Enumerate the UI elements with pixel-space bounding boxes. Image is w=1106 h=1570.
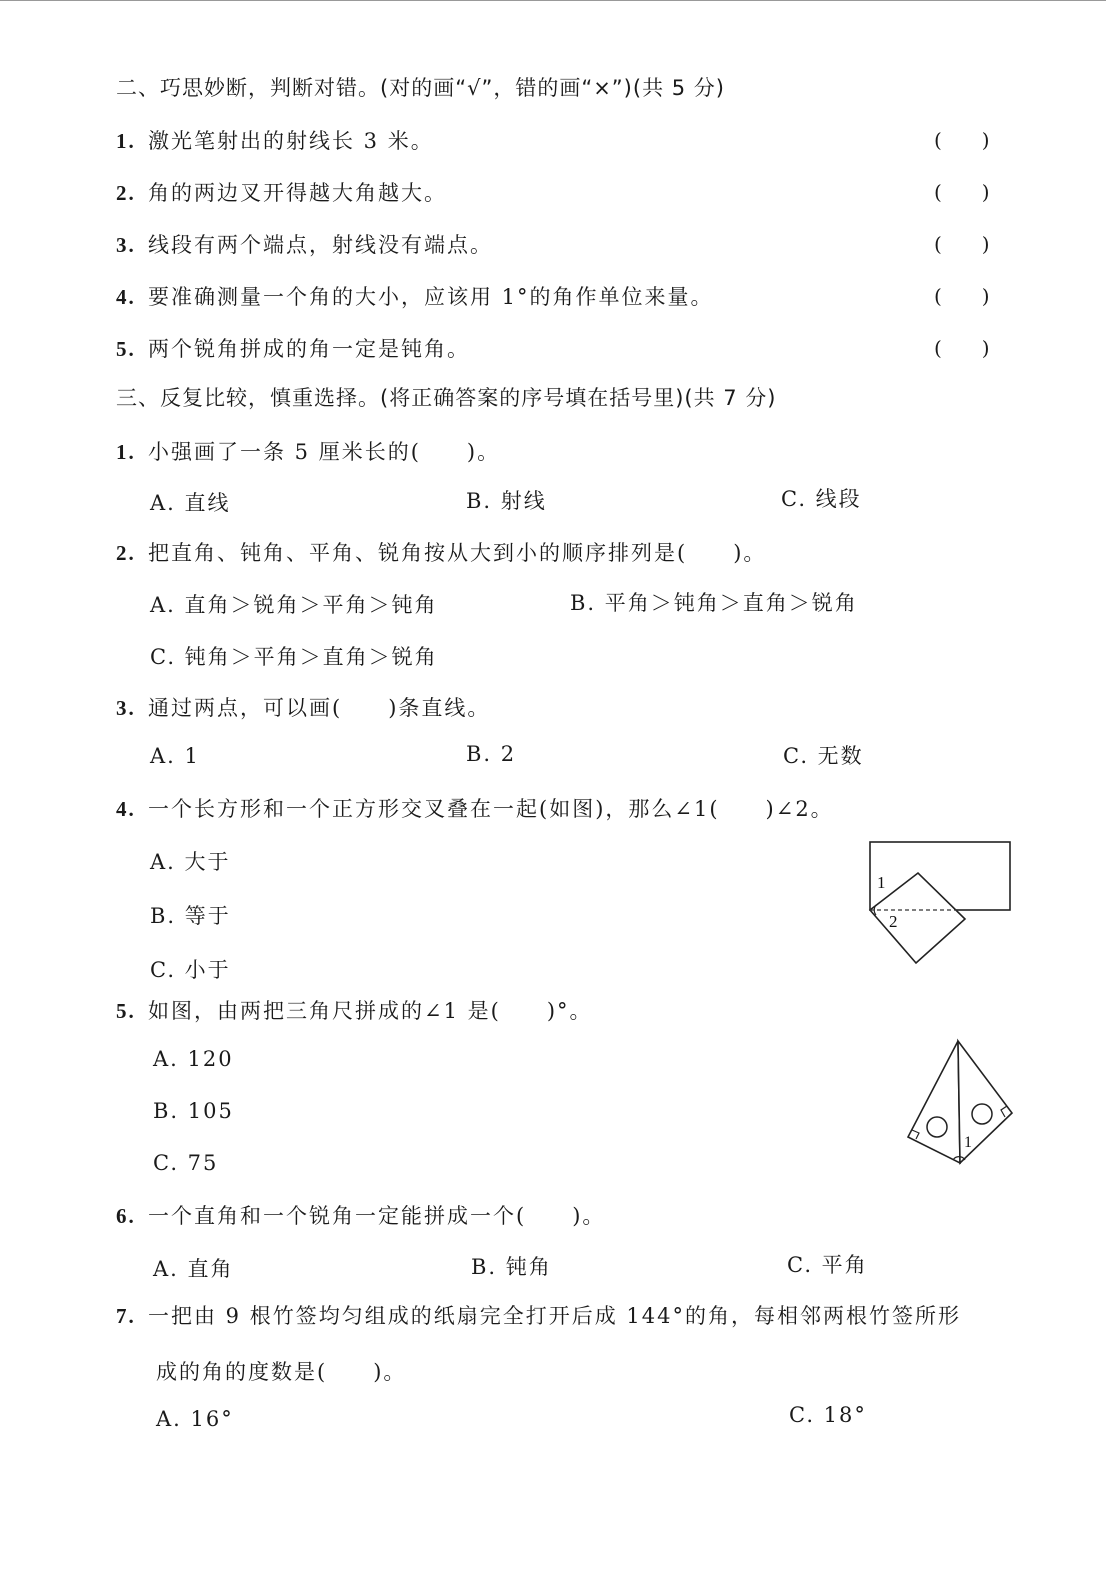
judge-item-5 <box>116 333 470 363</box>
choice-question-4 <box>116 793 834 823</box>
question-text: 把直角、钝角、平角、锐角按从大到小的顺序排列是( )。 <box>148 541 767 565</box>
angle-2-label: 2 <box>889 912 898 931</box>
item-number: 4. <box>116 285 136 309</box>
q3-option-a[interactable]: A. 1 <box>150 744 200 768</box>
answer-blank-2[interactable]: ( ) <box>934 180 990 204</box>
answer-blank-1[interactable]: ( ) <box>934 128 990 152</box>
q5-option-b[interactable]: B. 105 <box>153 1099 234 1123</box>
judge-item-1 <box>116 125 434 155</box>
angle-1-label: 1 <box>877 873 886 892</box>
angle-1-label: 1 <box>964 1134 972 1151</box>
question-number: 7. <box>116 1304 136 1328</box>
item-text: 角的两边叉开得越大角越大。 <box>148 181 447 205</box>
q6-option-c[interactable]: C. 平角 <box>787 1253 868 1277</box>
left-triangle-ruler <box>908 1041 960 1163</box>
question-text: 通过两点，可以画( )条直线。 <box>148 696 491 720</box>
item-number: 1. <box>116 129 136 153</box>
q5-option-a[interactable]: A. 120 <box>153 1047 234 1071</box>
question-number: 5. <box>116 999 136 1023</box>
question-number: 4. <box>116 797 136 821</box>
item-number: 5. <box>116 337 136 361</box>
q1-option-c[interactable]: C. 线段 <box>781 487 862 511</box>
item-number: 2. <box>116 181 136 205</box>
choice-question-5 <box>116 995 593 1025</box>
q5-option-c[interactable]: C. 75 <box>153 1151 219 1175</box>
question-text: 一个长方形和一个正方形交叉叠在一起(如图)，那么∠1( )∠2。 <box>148 797 834 821</box>
answer-blank-5[interactable]: ( ) <box>934 336 990 360</box>
item-number: 3. <box>116 233 136 257</box>
question-text-line1: 一把由 9 根竹签均匀组成的纸扇完全打开后成 144°的角，每相邻两根竹签所形 <box>148 1304 961 1328</box>
question-text-line2: 成的角的度数是( )。 <box>156 1360 407 1384</box>
question-number: 6. <box>116 1204 136 1228</box>
q3-option-b[interactable]: B. 2 <box>466 742 517 766</box>
item-text: 两个锐角拼成的角一定是钝角。 <box>148 337 470 361</box>
q4-option-a[interactable]: A. 大于 <box>150 850 231 874</box>
q1-option-a[interactable]: A. 直线 <box>150 491 231 515</box>
choice-question-7 <box>116 1300 961 1330</box>
q4-option-c[interactable]: C. 小于 <box>150 958 231 982</box>
answer-blank-4[interactable]: ( ) <box>934 284 990 308</box>
choice-question-3 <box>116 692 490 722</box>
question-number: 2. <box>116 541 136 565</box>
rectangle-square-figure <box>860 835 1020 975</box>
section2-heading: 二、巧思妙断，判断对错。(对的画“√”，错的画“×”)(共 5 分) <box>116 76 725 100</box>
choice-question-6 <box>116 1200 605 1230</box>
q2-option-a[interactable]: A. 直角＞锐角＞平角＞钝角 <box>150 593 438 617</box>
q2-option-c[interactable]: C. 钝角＞平角＞直角＞锐角 <box>150 645 438 669</box>
q7-option-a[interactable]: A. 16° <box>156 1407 234 1431</box>
top-border <box>0 0 1106 1</box>
choice-question-2 <box>116 537 766 567</box>
q6-option-b[interactable]: B. 钝角 <box>471 1255 552 1279</box>
q2-option-b[interactable]: B. 平角＞钝角＞直角＞锐角 <box>570 591 858 615</box>
question-number: 1. <box>116 440 136 464</box>
question-text: 一个直角和一个锐角一定能拼成一个( )。 <box>148 1204 606 1228</box>
question-number: 3. <box>116 696 136 720</box>
question-text: 小强画了一条 5 厘米长的( )。 <box>148 440 501 464</box>
triangle-rulers-figure <box>900 1035 1025 1170</box>
judge-item-4 <box>116 281 714 311</box>
choice-question-1 <box>116 436 500 466</box>
item-text: 激光笔射出的射线长 3 米。 <box>148 129 434 153</box>
q1-option-b[interactable]: B. 射线 <box>466 489 547 513</box>
answer-blank-3[interactable]: ( ) <box>934 232 990 256</box>
judge-item-3 <box>116 229 493 259</box>
q4-option-b[interactable]: B. 等于 <box>150 904 231 928</box>
q7-option-c[interactable]: C. 18° <box>789 1403 867 1427</box>
q3-option-c[interactable]: C. 无数 <box>783 744 864 768</box>
item-text: 线段有两个端点，射线没有端点。 <box>148 233 493 257</box>
q6-option-a[interactable]: A. 直角 <box>153 1257 234 1281</box>
item-text: 要准确测量一个角的大小，应该用 1°的角作单位来量。 <box>148 285 714 309</box>
judge-item-2 <box>116 177 447 207</box>
section3-heading: 三、反复比较，慎重选择。(将正确答案的序号填在括号里)(共 7 分) <box>116 386 777 410</box>
question-text: 如图，由两把三角尺拼成的∠1 是( )°。 <box>148 999 593 1023</box>
